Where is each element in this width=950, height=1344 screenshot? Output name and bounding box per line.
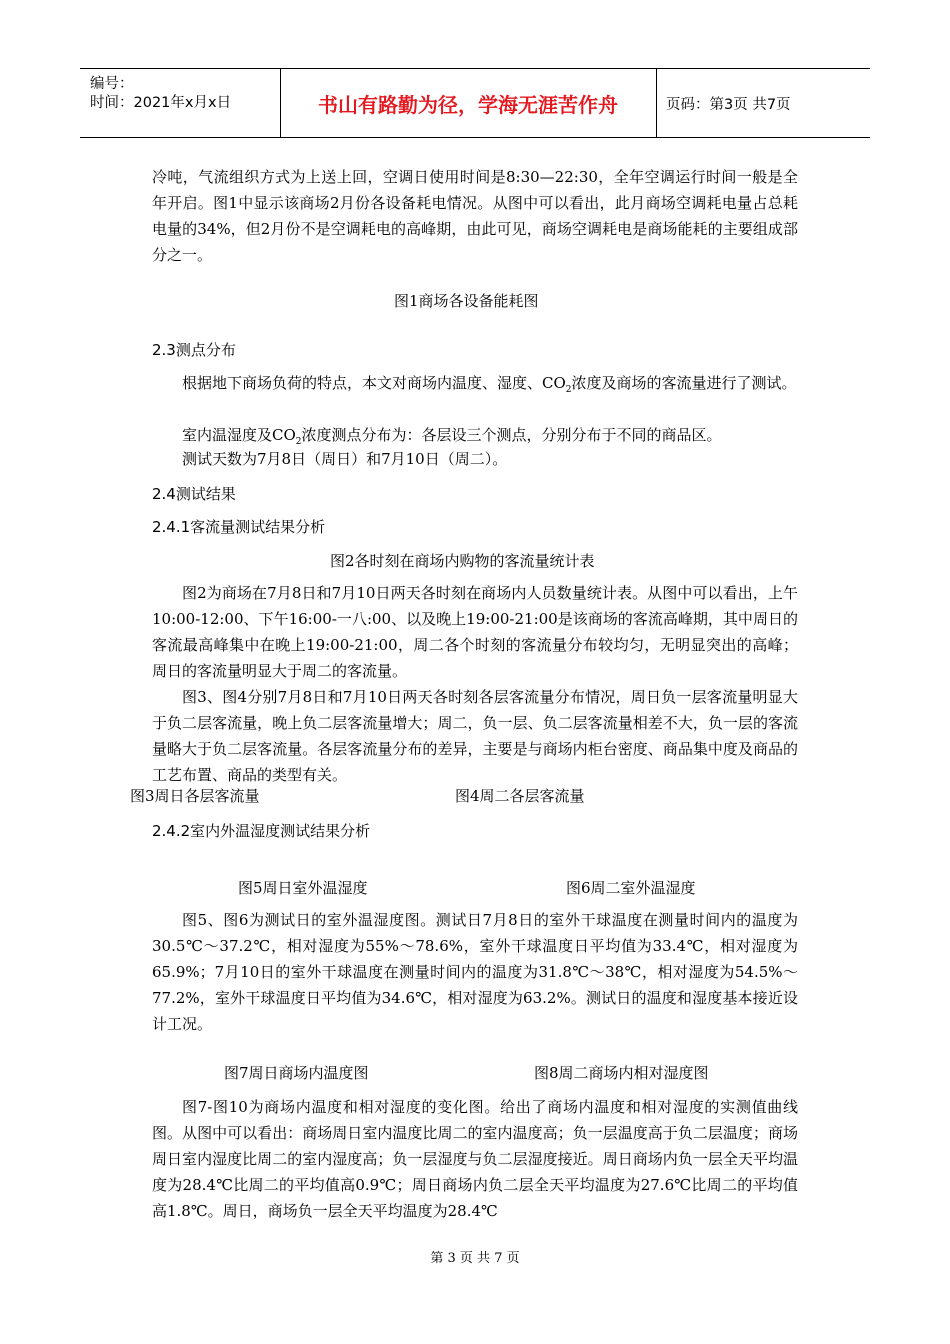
paragraph-2-3-b: 室内温湿度及$CO_2$浓度测点分布为：各层设三个测点，分别分布于不同的商品区。 [182, 426, 722, 447]
page-header [80, 68, 870, 138]
paragraph-2-3-c: 测试天数为7月8日（周日）和7月10日（周二）。 [182, 450, 508, 468]
header-page-number: 页码：第3页 共7页 [666, 97, 791, 113]
figure-7-caption: 图7周日商场内温度图 [224, 1064, 369, 1082]
figure-6-caption: 图6周二室外温湿度 [566, 879, 696, 897]
paragraph-figure-3-4: 图3、图4分别7月8日和7月10日两天各时刻各层客流量分布情况，周日负一层客流量明显大于负二层客流量，晚上负二层客流量增大；周二，负一层、负二层客流量相差不大，负一层的客流量略大于负二层客流量。各层客流量分布的差异，主要是与商场内柜台密度、商品集中度及商品的工艺布置、商品的类型有关。 [152, 688, 798, 784]
section-2-4-1-heading: 2.4.1客流量测试结果分析 [152, 518, 326, 536]
paragraph-figure-7-10: 图7-图10为商场内温度和相对湿度的变化图。给出了商场内温度和相对湿度的实测值曲线图。从图中可以看出：商场周日室内温度比周二的室内温度高；负一层温度高于负二层温度；商场周日室内湿度比周二的室内湿度高；负一层湿度与负二层湿度接近。周日商场内负一层全天平均温度为28.4℃比周二的平均值高0.9℃；周日商场内负二层全天平均温度为27.6℃比周二的平均值高1.8℃。周日，商场负一层全天平均温度为28.4℃ [152, 1098, 798, 1220]
figure-4-caption: 图4周二各层客流量 [455, 787, 585, 805]
header-time: 时间：2021年x月x日 [90, 95, 232, 111]
paragraph-2-3-a: 根据地下商场负荷的特点，本文对商场内温度、湿度、$CO_2$浓度及商场的客流量进行了测试。 [182, 374, 797, 395]
section-2-4-2-heading: 2.4.2室内外温湿度测试结果分析 [152, 822, 371, 840]
figure-1-caption: 图1商场各设备能耗图 [394, 292, 539, 310]
paragraph-figure-5-6: 图5、图6为测试日的室外温湿度图。测试日7月8日的室外干球温度在测量时间内的温度为30.5℃～37.2℃，相对湿度为55%～78.6%，室外干球温度日平均值为33.4℃，相对湿度为65.9%；7月10日的室外干球温度在测量时间内的温度为31.8℃～38℃，相对湿度为54.5%～77.2%，室外干球温度日平均值为34.6℃，相对湿度为63.2%。测试日的温度和湿度基本接近设计工况。 [152, 911, 798, 1033]
header-motto: 书山有路勤为径，学海无涯苦作舟 [280, 69, 657, 137]
header-meta-cell [80, 69, 281, 137]
section-2-3-heading: 2.3测点分布 [152, 341, 236, 359]
figure-8-caption: 图8周二商场内相对湿度图 [534, 1064, 709, 1082]
section-2-4-heading: 2.4测试结果 [152, 485, 236, 503]
figure-2-caption: 图2各时刻在商场内购物的客流量统计表 [330, 552, 595, 570]
paragraph-figure-2: 图2为商场在7月8日和7月10日两天各时刻在商场内人员数量统计表。从图中可以看出，上午10:00-12:00、下午16:00-一八:00、以及晚上19:00-21:00是该商场的客流高峰期，其中周日的客流最高峰集中在晚上19:00-21:00，周二各个时刻的客流量分布较均匀，无明显突出的高峰；周日的客流量明显大于周二的客流量。 [152, 584, 798, 680]
figure-5-caption: 图5周日室外温湿度 [238, 879, 368, 897]
paragraph-intro: 冷吨，气流组织方式为上送上回，空调日使用时间是8:30—22:30，全年空调运行时间一般是全年开启。图1中显示该商场2月份各设备耗电情况。从图中可以看出，此月商场空调耗电量占总耗电量的34%，但2月份不是空调耗电的高峰期，由此可见，商场空调耗电是商场能耗的主要组成部分之一。 [152, 168, 798, 264]
page-footer: 第 3 页 共 7 页 [430, 1251, 520, 1266]
header-number: 编号： [90, 76, 134, 92]
figure-3-caption: 图3周日各层客流量 [130, 787, 260, 805]
